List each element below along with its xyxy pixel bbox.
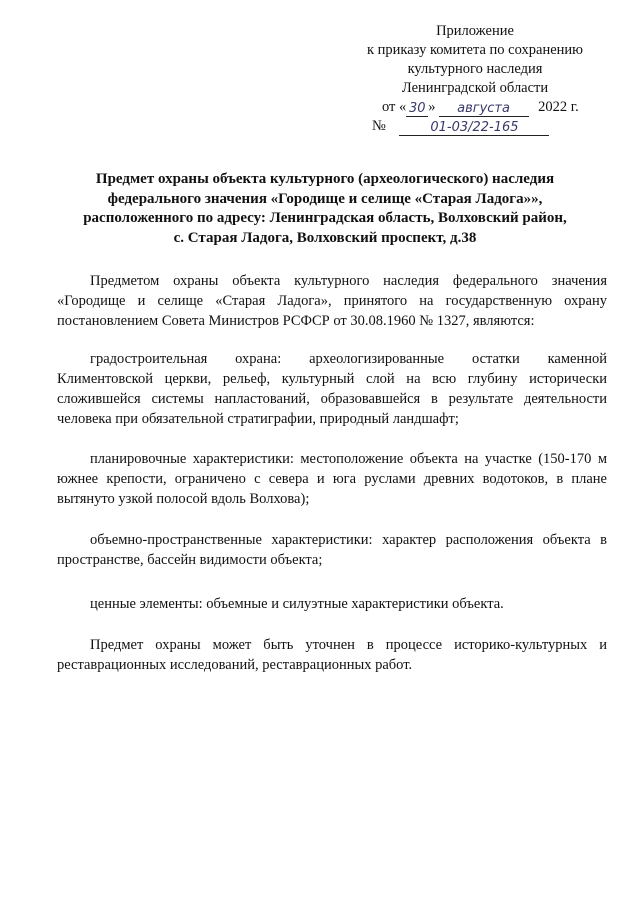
appendix-committee: культурного наследия <box>407 61 543 77</box>
appendix-block <box>330 22 620 136</box>
date-day: 30 <box>406 101 428 117</box>
order-number: 01-03/22-165 <box>399 120 549 136</box>
date-mid: » <box>428 99 436 115</box>
document-body <box>57 271 607 675</box>
title-line-4: с. Старая Ладога, Волховский проспект, д.38 <box>173 229 477 246</box>
volumetric-paragraph: объемно-пространственные характеристики: характер расположения объекта в пространстве, бассейн видимости объекта; <box>57 532 607 568</box>
date-month: августа <box>439 101 529 117</box>
appendix-order-ref: к приказу комитета по сохранению <box>366 42 583 58</box>
title-line-3: расположенного по адресу: Ленинградская область, Волховский район, <box>83 210 567 226</box>
intro-paragraph: Предметом охраны объекта культурного наследия федерального значения «Городище и селище «Старая Ладога», принятого на государственную охрану постановлением Совета Министров РСФСР от 30.08.1960 № 1327, являются: <box>57 273 607 329</box>
planning-paragraph: планировочные характеристики: местоположение объекта на участке (150-170 м южнее крепости, ограничено с севера и юга руслами древних водотоков, в плане вытянуто узкой полосой вдоль Волхова); <box>57 451 607 507</box>
document-title <box>60 170 590 248</box>
closing-paragraph: Предмет охраны может быть уточнен в процессе историко-культурных и реставрационных исследований, реставрационных работ. <box>57 637 607 673</box>
appendix-title: Приложение <box>436 23 514 39</box>
title-line-1: Предмет охраны объекта культурного (археологического) наследия <box>95 171 555 187</box>
date-prefix: от « <box>382 99 407 115</box>
valuable-elements-paragraph: ценные элементы: объемные и силуэтные характеристики объекта. <box>90 596 504 612</box>
number-prefix: № <box>372 118 386 134</box>
appendix-number-line <box>330 117 620 136</box>
appendix-region: Ленинградской области <box>401 80 549 96</box>
date-year: 2022 г. <box>538 99 579 115</box>
appendix-date-line <box>330 98 620 117</box>
urban-protection-paragraph: градостроительная охрана: археологизированные остатки каменной Климентовской церкви, рельеф, культурный слой на всю глубину исторически сложившейся системы напластований, образовавшейся в результате деятельности человека при обязательной стратиграфии, природный ландшафт; <box>57 351 607 427</box>
title-line-2: федерального значения «Городище и селище «Старая Ладога»», <box>107 190 543 207</box>
